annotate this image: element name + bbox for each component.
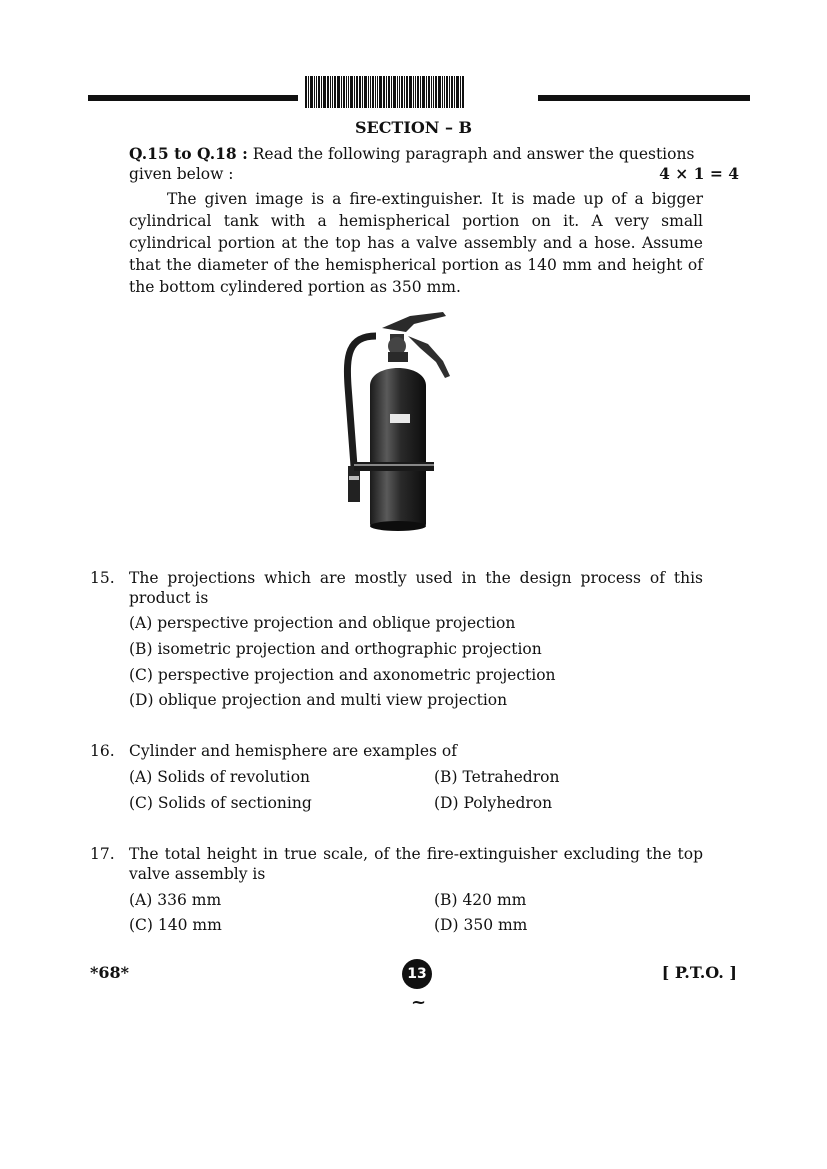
option-text: perspective projection and axonometric projection	[157, 666, 556, 684]
header-rule-right	[538, 95, 750, 101]
question-text: Cylinder and hemisphere are examples of	[129, 742, 457, 760]
option-16-a[interactable]	[129, 767, 310, 787]
option-text: isometric projection and orthographic projection	[157, 640, 542, 658]
option-15-b[interactable]	[129, 639, 542, 659]
question-number: 15.	[90, 569, 115, 587]
option-15-c[interactable]	[129, 665, 556, 685]
option-label: (B)	[434, 768, 458, 786]
option-text: Solids of sectioning	[157, 794, 312, 812]
option-label: (B)	[434, 891, 458, 909]
option-label: (B)	[129, 640, 153, 658]
marks: 4 × 1 = 4	[659, 164, 739, 183]
option-text: perspective projection and oblique projection	[157, 614, 516, 632]
option-text: oblique projection and multi view projection	[158, 691, 508, 709]
instruction-range: Q.15 to Q.18 :	[129, 144, 248, 163]
option-label: (A)	[129, 614, 153, 632]
question-17	[0, 844, 827, 884]
option-label: (C)	[129, 916, 153, 934]
question-text: The total height in true scale, of the fire-extinguisher excluding the top valve assembly is	[129, 845, 703, 883]
question-text: The projections which are mostly used in the design process of this product is	[129, 569, 703, 607]
option-16-d[interactable]	[434, 793, 552, 813]
option-label: (D)	[434, 794, 459, 812]
option-15-a[interactable]	[129, 613, 515, 633]
option-text: 350 mm	[463, 916, 528, 934]
question-16	[0, 741, 827, 761]
question-number: 16.	[90, 742, 115, 760]
instruction	[129, 144, 739, 184]
fire-extinguisher-image	[328, 306, 458, 538]
question-15	[0, 568, 827, 608]
option-text: Solids of revolution	[157, 768, 311, 786]
section-title: SECTION – B	[354, 118, 473, 137]
option-17-b[interactable]	[434, 890, 526, 910]
option-label: (C)	[129, 794, 153, 812]
header-rule-left	[88, 95, 298, 101]
option-17-a[interactable]	[129, 890, 221, 910]
option-15-d[interactable]	[129, 690, 507, 710]
option-16-b[interactable]	[434, 767, 559, 787]
option-label: (D)	[129, 691, 154, 709]
option-label: (A)	[129, 891, 153, 909]
option-16-c[interactable]	[129, 793, 312, 813]
option-text: 420 mm	[462, 891, 527, 909]
instruction-text: Read the following paragraph and answer the questions given below :	[129, 145, 695, 183]
option-label: (A)	[129, 768, 153, 786]
option-17-d[interactable]	[434, 915, 527, 935]
option-text: 140 mm	[157, 916, 222, 934]
option-label: (D)	[434, 916, 459, 934]
option-label: (C)	[129, 666, 153, 684]
option-text: Tetrahedron	[462, 768, 560, 786]
pto-label: [ P.T.O. ]	[661, 963, 737, 982]
option-text: 336 mm	[157, 891, 222, 909]
question-number: 17.	[90, 845, 115, 863]
barcode	[305, 76, 531, 108]
option-text: Polyhedron	[463, 794, 553, 812]
tilde-mark: ~	[411, 992, 427, 1013]
passage: The given image is a fire-extinguisher. It is made up of a bigger cylindrical tank with a hemispherical portion on it. A very small cylindrical portion at the top has a valve assembly and a hose. Assume that the diameter of the hemispherical portion as 140 mm and height of the bottom cylindered portion as 350 mm.	[129, 190, 703, 296]
paper-code: *68*	[90, 963, 129, 982]
page-number: 13	[402, 959, 432, 989]
option-17-c[interactable]	[129, 915, 222, 935]
